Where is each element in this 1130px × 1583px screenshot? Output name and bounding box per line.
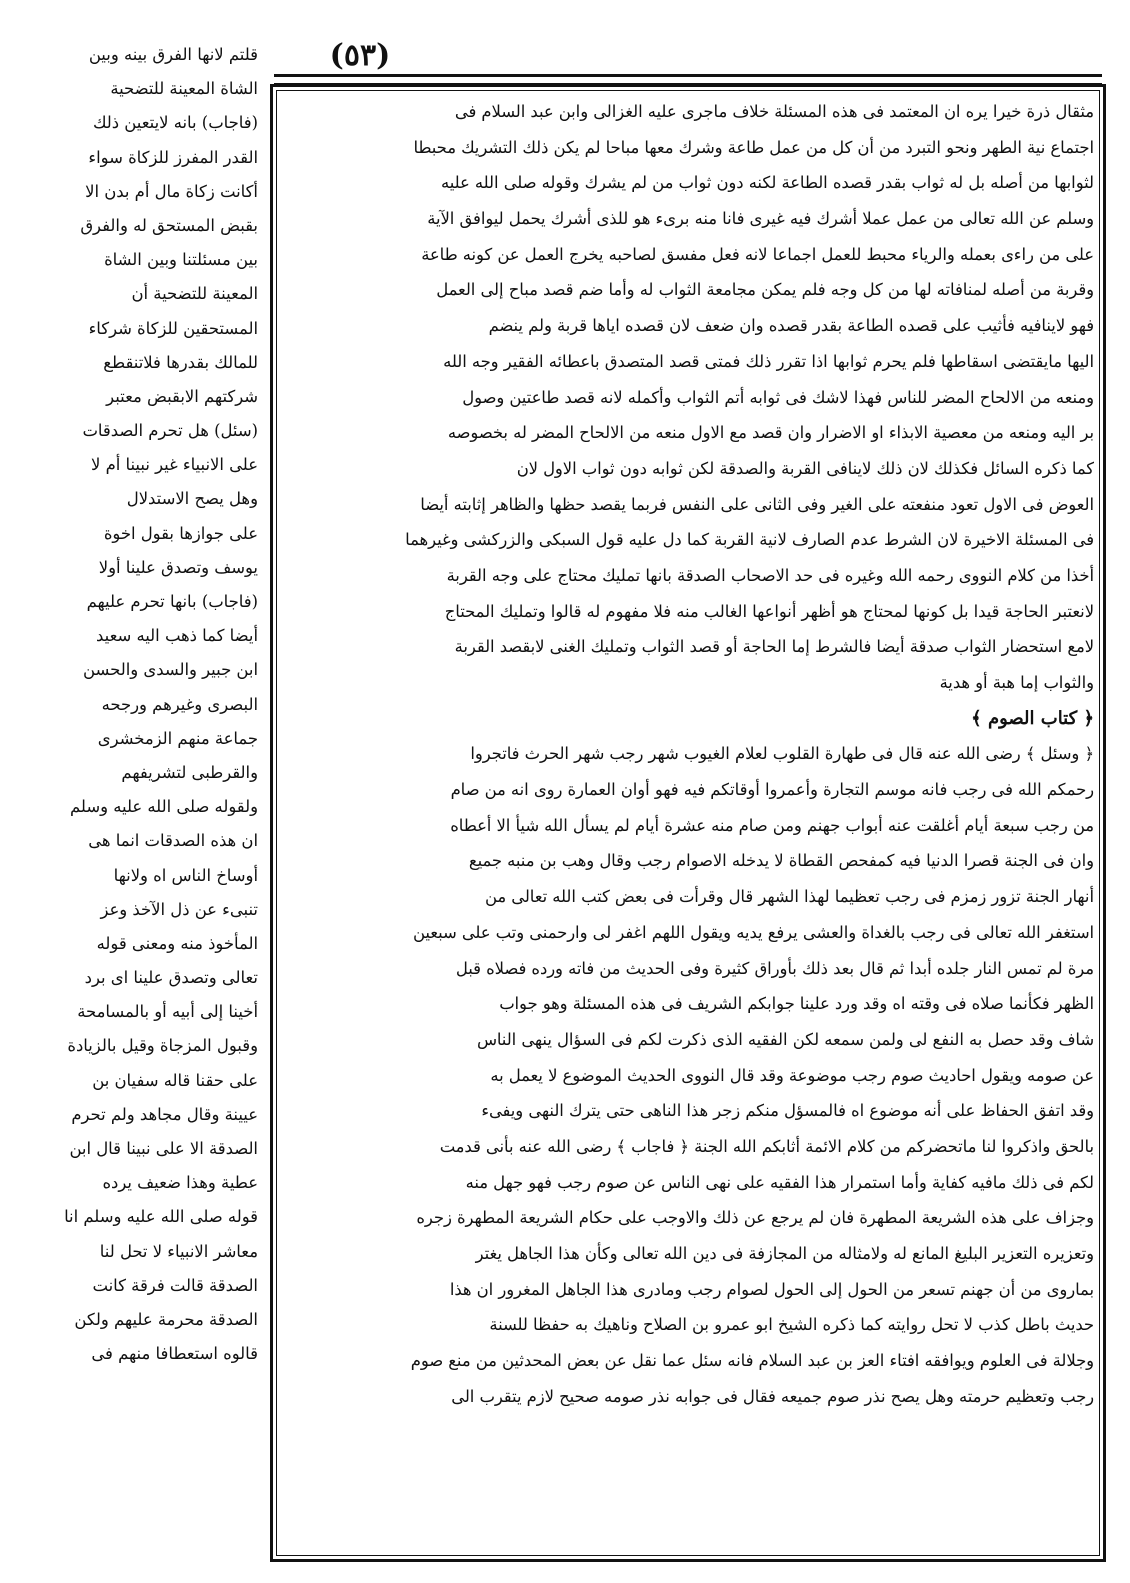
main-text-line: ﴿ كتاب الصوم ﴾ (971, 707, 1094, 729)
main-text-line: وقد اتفق الحفاظ على أنه موضوع اه فالمسؤل منكم زجر هذا الناهى حتى يترك النهى ويفىء (481, 1101, 1094, 1121)
main-text-line: لثوابها من أصله بل له ثواب بقدر قصده الطاعة لكنه دون ثواب من لم يشرك وقوله صلى الله عليه (441, 173, 1094, 193)
margin-text-line: على الانبياء غير نبينا أم لا (91, 455, 258, 475)
main-text-line: أخذا من كلام النووى رحمه الله وغيره فى حد الاصحاب الصدقة بانها تمليك محتاج على وجه القربة (446, 565, 1094, 585)
main-text-line: رجب وتعظيم حرمته وهل يصح نذر صوم جميعه فقال فى جوابه نذر صومه صحيح لازم يتقرب الى (451, 1386, 1094, 1406)
margin-text-line: القدر المفرز للزكاة سواء (88, 147, 258, 167)
margin-text-column (18, 38, 258, 1558)
main-text-line: ومنعه من الالحاح المضر للناس فهذا لاشك فى ثوابه أتم الثواب وأكمله لانه قصد طاعتين وصول (462, 387, 1094, 407)
margin-text-line: بين مسئلتنا وبين الشاة (104, 250, 258, 270)
main-text-line: على من راءى بعمله والرياء محبط للعمل اجماعا لانه فعل مفسق لصاحبه يخرج العمل عن كونه طاعة (421, 244, 1094, 264)
main-text-line: لكم فى ذلك مافيه كفاية وأما استمرار هذا الفقيه على نهى الناس عن صوم رجب فهو جهل منه (465, 1172, 1094, 1192)
margin-text-line: يوسف وتصدق علينا أولا (98, 557, 258, 577)
margin-text-line: المستحقين للزكاة شركاء (88, 318, 258, 338)
main-text-line: وسلم عن الله تعالى من عمل عملا أشرك فيه غيرى فانا منه برىء هو للذى أشرك يحمل ليوافق الآية (427, 209, 1094, 229)
main-text-line: وتعزيره التعزير البليغ المانع له ولامثاله من المجازفة فى دين الله تعالى وكأن هذا الجاهل يغتر (475, 1244, 1094, 1263)
margin-text-line: قوله صلى الله عليه وسلم انا (64, 1207, 258, 1227)
main-text-line: مرة لم تمس النار جلده أبدا ثم قال بعد ذلك بأوراق كثيرة وفى الحديث من فاته ورده فصلاه قبل (455, 958, 1094, 978)
margin-text-line: ابن جبير والسدى والحسن (83, 660, 258, 680)
margin-text-line: عطية وهذا ضعيف يرده (102, 1173, 258, 1193)
margin-text-line: قلتم لانها الفرق بينه وبين (88, 45, 258, 64)
margin-text-line: أيضا كما ذهب اليه سعيد (96, 626, 258, 646)
main-text-line: شاف وقد حصل به النفع لى ولمن سمعه لكن الفقيه الذى ذكرت لكم فى السؤال ينهى الناس (476, 1029, 1094, 1049)
main-text-line: اجتماع نية الطهر ونحو التبرد من أن كل من عمل طاعة وشرك معها مباحا لم يكن ذلك التشريك محبطا (413, 137, 1094, 157)
main-text-line: فى المسئلة الاخيرة لان الشرط عدم الصارف لانية القربة كما دل عليه قول السبكى والزركشى وغيرهما (405, 530, 1094, 550)
main-text-column (284, 94, 1094, 1554)
margin-text-line: تنبىء عن ذل الآخذ وعز (100, 899, 258, 919)
margin-text-line: أكانت زكاة مال أم بدن الا (85, 181, 258, 201)
main-text-line: مثقال ذرة خيرا يره ان المعتمد فى هذه المسئلة خلاف ماجرى عليه الغزالى وابن عبد السلام فى (454, 102, 1094, 121)
margin-text-line: والقرطبى لتشريفهم (121, 762, 258, 782)
main-text-line: ﴿ وسئل ﴾ رضى الله عنه قال فى طهارة القلوب لعلام الغيوب شهر رجب شهر الحرث فاتجروا (470, 744, 1094, 764)
main-text-line: لانعتبر الحاجة قيدا بل كونها لمحتاج هو أظهر أنواعها الغالب منه فلا مفهوم له قالوا وتمليك المحتاج (444, 601, 1094, 621)
margin-text-line: الصدقة قالت فرقة كانت (92, 1275, 258, 1295)
main-text-line: بالحق واذكروا لنا ماتحضركم من كلام الائمة أثابكم الله الجنة ﴿ فاجاب ﴾ رضى الله عنه بأنى قدمت (439, 1136, 1094, 1156)
main-text-line: وجزاف على هذه الشريعة المطهرة فان لم يرجع عن ذلك والاوجب على حكام الشريعة المطهرة زجره (416, 1208, 1094, 1228)
main-text-line: وجلالة فى العلوم ويوافقه افتاء العز بن عبد السلام فانه سئل عما نقل عن بعض المحدثين من منع صوم (410, 1351, 1094, 1371)
margin-text-line: المأخوذ منه ومعنى قوله (96, 933, 258, 953)
margin-text-line: ولقوله صلى الله عليه وسلم (70, 797, 258, 817)
main-text-line: لامع استحضار الثواب صدقة أيضا فالشرط إما الحاجة أو قصد الثواب وتمليك الغنى لابقصد القربة (454, 637, 1094, 657)
main-text-line: والثواب إما هبة أو هدية (939, 673, 1094, 692)
margin-text-line: جماعة منهم الزمخشرى (97, 728, 258, 748)
margin-text-line: وقبول المزجاة وقيل بالزيادة (67, 1036, 258, 1056)
margin-text-line: على حقنا قاله سفيان بن (92, 1070, 258, 1090)
main-text-line: رحمكم الله فى رجب فانه موسم التجارة وأعمروا أوقاتكم فيه فهو أوان العمارة روى انه من صام (450, 780, 1094, 800)
margin-text-line: (فاجاب) بانها تحرم عليهم (86, 592, 258, 611)
margin-text-line: الشاة المعينة للتضحية (110, 79, 258, 99)
margin-text-line: تعالى وتصدق علينا اى برد (84, 968, 258, 988)
main-text-line: من رجب سبعة أيام أغلقت عنه أبواب جهنم ومن صام منه عشرة أيام لم يسأل الله شيأ الا أعطاه (450, 815, 1094, 835)
margin-text-line: وهل يصح الاستدلال (126, 489, 258, 509)
margin-text-line: شركتهم الابقبض معتبر (106, 386, 258, 406)
header-rule (274, 74, 1102, 84)
main-text-line: وقربة من أصله لمنافاته لها من كل وجه فلم يمكن مجامعة الثواب له وأما ضم قصد مباح إلى العمل (436, 280, 1094, 300)
main-text-line: أنهار الجنة تزور زمزم فى رجب تعظيما لهذا الشهر قال وقرأت فى بعض كتب الله تعالى من (484, 887, 1094, 907)
margin-text-line: على جوازها بقول اخوة (103, 523, 258, 543)
margin-text-line: قالوه استعطافا منهم فى (91, 1344, 258, 1364)
main-text-line: عن صومه ويقول احاديث صوم رجب موضوعة وقد قال النووى الحديث الموضوع لا يعمل به (490, 1065, 1094, 1085)
margin-text-line: (فاجاب) بانه لايتعين ذلك (92, 113, 258, 133)
margin-text-line: (سئل) هل تحرم الصدقات (82, 421, 258, 441)
margin-text-line: أخينا إلى أبيه أو بالمسامحة (77, 1002, 258, 1022)
main-text-line: اليها مايقتضى اسقاطها فلم يحرم ثوابها اذا تقرر ذلك فمتى قصد المتصدق باعطائه الفقير وجه الله (443, 351, 1094, 371)
main-text-line: فهو لاينافيه فأثيب على قصده الطاعة بقدر قصده وان ضعف لان قصده اياها قربة ولم ينضم (488, 316, 1094, 336)
main-text-line: حديث باطل كذب لا تحل روايته كما ذكره الشيخ ابو عمرو بن الصلاح وناهيك به حفظا للسنة (489, 1315, 1094, 1335)
margin-text-line: المعينة للتضحية أن (131, 284, 258, 304)
main-text-line: الظهر فكأنما صلاه فى وقته اه وقد ورد علينا جوابكم الشريف فى هذه المسئلة وهو جواب (499, 994, 1094, 1014)
margin-text-line: الصدقة الا على نبينا قال ابن (69, 1139, 258, 1158)
main-text-line: العوض فى الاول تعود منفعته على الغير وفى الثانى على النفس فربما يقصد حظها والظاهر إثابته أيضا (420, 494, 1094, 514)
page-number: (٥٣) (329, 38, 391, 73)
margin-text-line: البصرى وغيرهم ورجحه (101, 694, 258, 714)
main-text-line: كما ذكره السائل فكذلك لان ذلك لاينافى القربة والصدقة لكن ثوابه دون ثواب الاول لان (516, 458, 1094, 478)
margin-text-line: أوساخ الناس اه ولانها (113, 865, 258, 885)
main-text-line: بر اليه ومنعه من معصية الابذاء او الاضرار وان قصد مع الاول منعه من الالحاح المضر له بخصوصه (447, 423, 1094, 443)
margin-text-line: معاشر الانبياء لا تحل لنا (99, 1241, 258, 1261)
margin-text-line: الصدقة محرمة عليهم ولكن (74, 1309, 258, 1329)
margin-text-line: عيينة وقال مجاهد ولم تحرم (71, 1104, 258, 1124)
margin-text-line: ان هذه الصدقات انما هى (88, 831, 258, 851)
main-text-line: استغفر الله تعالى فى رجب بالغداة والعشى يرفع يديه ويقول اللهم اغفر لى وارحمنى وتب على سبعين (412, 922, 1094, 942)
main-text-line: وان فى الجنة قصرا الدنيا فيه كمفحص القطاة لا يدخله الاصوام رجب وقال وهب بن منبه جميع (468, 851, 1094, 871)
margin-text-line: للمالك بقدرها فلاتنقطع (103, 352, 258, 372)
margin-text-line: بقبض المستحق له والفرق (80, 215, 258, 235)
main-text-line: بماروى من أن جهنم تسعر من الحول إلى الحول لصوام رجب ومادرى هذا الجاهل المغرور ان هذا (449, 1279, 1094, 1299)
